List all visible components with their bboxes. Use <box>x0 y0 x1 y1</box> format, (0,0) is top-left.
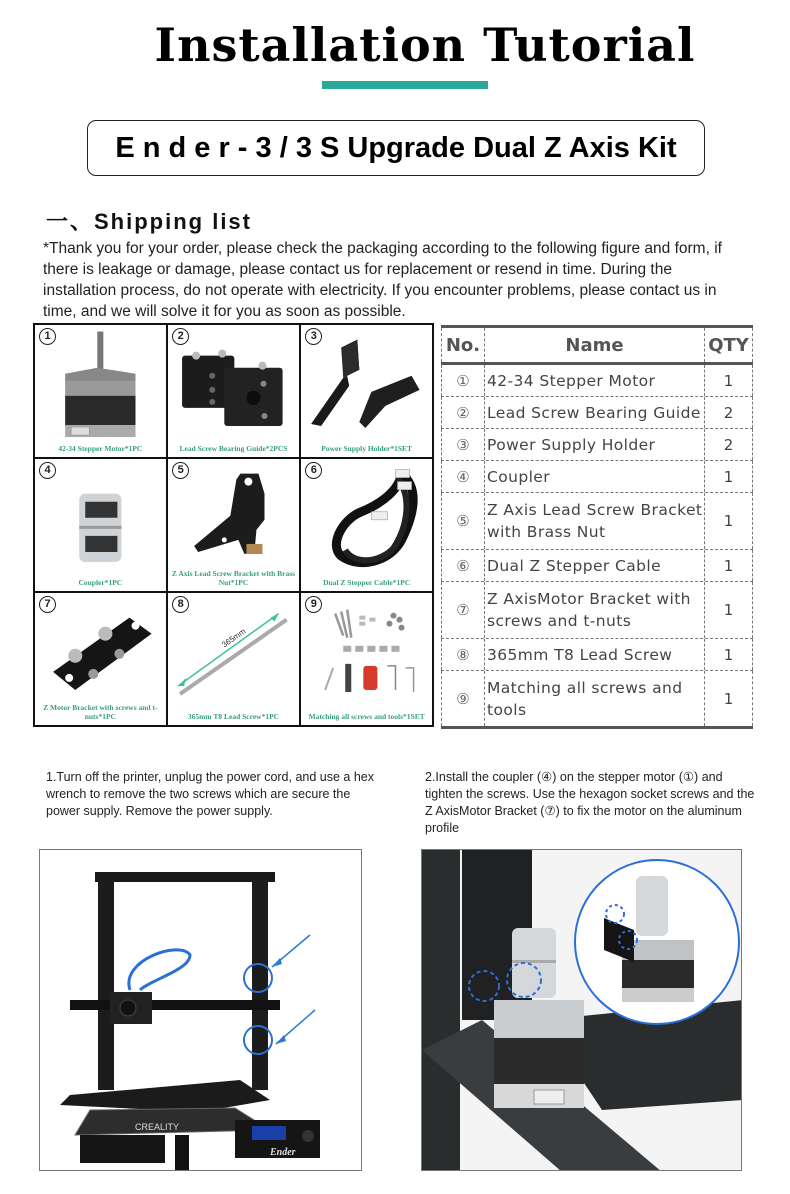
part-cell-coupler <box>35 459 166 591</box>
table-row <box>441 461 753 493</box>
step-2-photo <box>421 849 742 1171</box>
part-caption: 42-34 Stepper Motor*1PC <box>58 443 143 453</box>
part-caption: Power Supply Holder*1SET <box>321 443 413 453</box>
part-cell-screws-and-tools <box>301 593 432 725</box>
part-caption: Z Axis Lead Screw Bracket with Brass Nut*1PC <box>171 568 296 587</box>
part-caption: Matching all screws and tools*1SET <box>308 712 425 721</box>
table-row <box>441 550 753 582</box>
step-1-photo <box>39 849 362 1171</box>
printer-model-label: Ender <box>270 1147 296 1158</box>
cell-name: Z AxisMotor Bracket with screws and t-nuts <box>485 582 705 638</box>
cell-name: 42-34 Stepper Motor <box>485 365 705 396</box>
shipping-intro-text: *Thank you for your order, please check the packaging according to the following figure and form, if there is leakage or damage, please contact us for replacement or resend in time. During the installation process, do not operate with electricity. If you encounter problems, please contact us in time, and we will solve it for you as soon as possible. <box>43 240 722 320</box>
cell-no: ⑧ <box>441 639 485 670</box>
part-caption: Z Motor Bracket with screws and t-nuts*1PC <box>43 703 158 721</box>
part-caption: 365mm T8 Lead Screw*1PC <box>187 712 280 721</box>
cell-qty: 1 <box>705 582 753 638</box>
cell-no: ⑥ <box>441 550 485 581</box>
cell-no: ① <box>441 365 485 396</box>
printer-brand-label: CREALITY <box>135 1122 180 1132</box>
table-row <box>441 429 753 461</box>
table-row <box>441 397 753 429</box>
table-row <box>441 671 753 729</box>
part-number-badge: 5 <box>172 462 189 479</box>
power-supply-holder-icon <box>301 325 432 457</box>
coupler-icon <box>35 459 166 591</box>
part-cell-motor-bracket <box>35 593 166 725</box>
cell-qty: 2 <box>705 397 753 428</box>
part-number-badge: 8 <box>172 596 189 613</box>
part-cell-bearing-guide <box>168 325 299 457</box>
cell-name: 365mm T8 Lead Screw <box>485 639 705 670</box>
cell-no: ⑤ <box>441 493 485 549</box>
part-number-badge: 7 <box>39 596 56 613</box>
bearing-guide-icon <box>168 325 299 457</box>
cell-qty: 1 <box>705 365 753 396</box>
col-header-qty: QTY <box>705 328 753 362</box>
cell-no: ⑦ <box>441 582 485 638</box>
part-number-badge: 4 <box>39 462 56 479</box>
cell-no: ④ <box>441 461 485 492</box>
table-header <box>441 328 753 365</box>
cell-qty: 2 <box>705 429 753 460</box>
cell-name: Dual Z Stepper Cable <box>485 550 705 581</box>
table-row <box>441 582 753 639</box>
cell-name: Power Supply Holder <box>485 429 705 460</box>
kit-name-box <box>87 120 705 176</box>
cell-name: Lead Screw Bearing Guide <box>485 397 705 428</box>
ender-3-printer-icon <box>40 850 362 1171</box>
cell-no: ② <box>441 397 485 428</box>
lead-screw-icon <box>168 593 299 725</box>
part-cell-power-supply-holder <box>301 325 432 457</box>
part-caption: Coupler*1PC <box>78 577 123 587</box>
table-row <box>441 493 753 550</box>
title-underline <box>322 81 488 89</box>
cell-no: ③ <box>441 429 485 460</box>
part-number-badge: 6 <box>305 462 322 479</box>
step-2-instructions: 2.Install the coupler (④) on the stepper motor (①) and tighten the screws. Use the hexagon socket screws and the Z AxisMotor Bracket (⑦) to fix the motor on the aluminum profile <box>425 770 755 835</box>
shipping-list-heading: 一、Shipping list <box>46 209 252 234</box>
cell-name: Coupler <box>485 461 705 492</box>
cell-qty: 1 <box>705 639 753 670</box>
part-number-badge: 1 <box>39 328 56 345</box>
cell-qty: 1 <box>705 550 753 581</box>
part-cell-lead-screw <box>168 593 299 725</box>
cell-qty: 1 <box>705 461 753 492</box>
cell-no: ⑨ <box>441 671 485 726</box>
screws-and-tools-icon <box>301 593 432 725</box>
page-title: Installation Tutorial <box>154 18 696 72</box>
cell-name: Matching all screws and tools <box>485 671 705 726</box>
col-header-name: Name <box>485 328 705 362</box>
stepper-cable-icon <box>301 459 432 591</box>
step-1-instructions: 1.Turn off the printer, unplug the power cord, and use a hex wrench to remove the two screws which are secure the power supply. Remove the power supply. <box>46 770 374 818</box>
part-cell-stepper-motor <box>35 325 166 457</box>
cell-qty: 1 <box>705 493 753 549</box>
dimension-label: 365mm <box>220 627 248 650</box>
parts-table <box>441 325 753 729</box>
stepper-motor-icon <box>35 325 166 457</box>
part-caption: Dual Z Stepper Cable*1PC <box>323 577 411 587</box>
stepper-motor-on-profile-icon <box>422 850 742 1171</box>
part-caption: Lead Screw Bearing Guide*2PCS <box>179 443 288 453</box>
table-row <box>441 639 753 671</box>
col-header-no: No. <box>441 328 485 362</box>
table-row <box>441 365 753 397</box>
cell-name: Z Axis Lead Screw Bracket with Brass Nut <box>485 493 705 549</box>
part-cell-lead-screw-bracket <box>168 459 299 591</box>
part-cell-stepper-cable <box>301 459 432 591</box>
kit-name: E n d e r - 3 / 3 S Upgrade Dual Z Axis Kit <box>115 131 677 164</box>
cell-qty: 1 <box>705 671 753 726</box>
parts-photo-grid <box>33 323 434 727</box>
part-number-badge: 2 <box>172 328 189 345</box>
part-number-badge: 9 <box>305 596 322 613</box>
part-number-badge: 3 <box>305 328 322 345</box>
